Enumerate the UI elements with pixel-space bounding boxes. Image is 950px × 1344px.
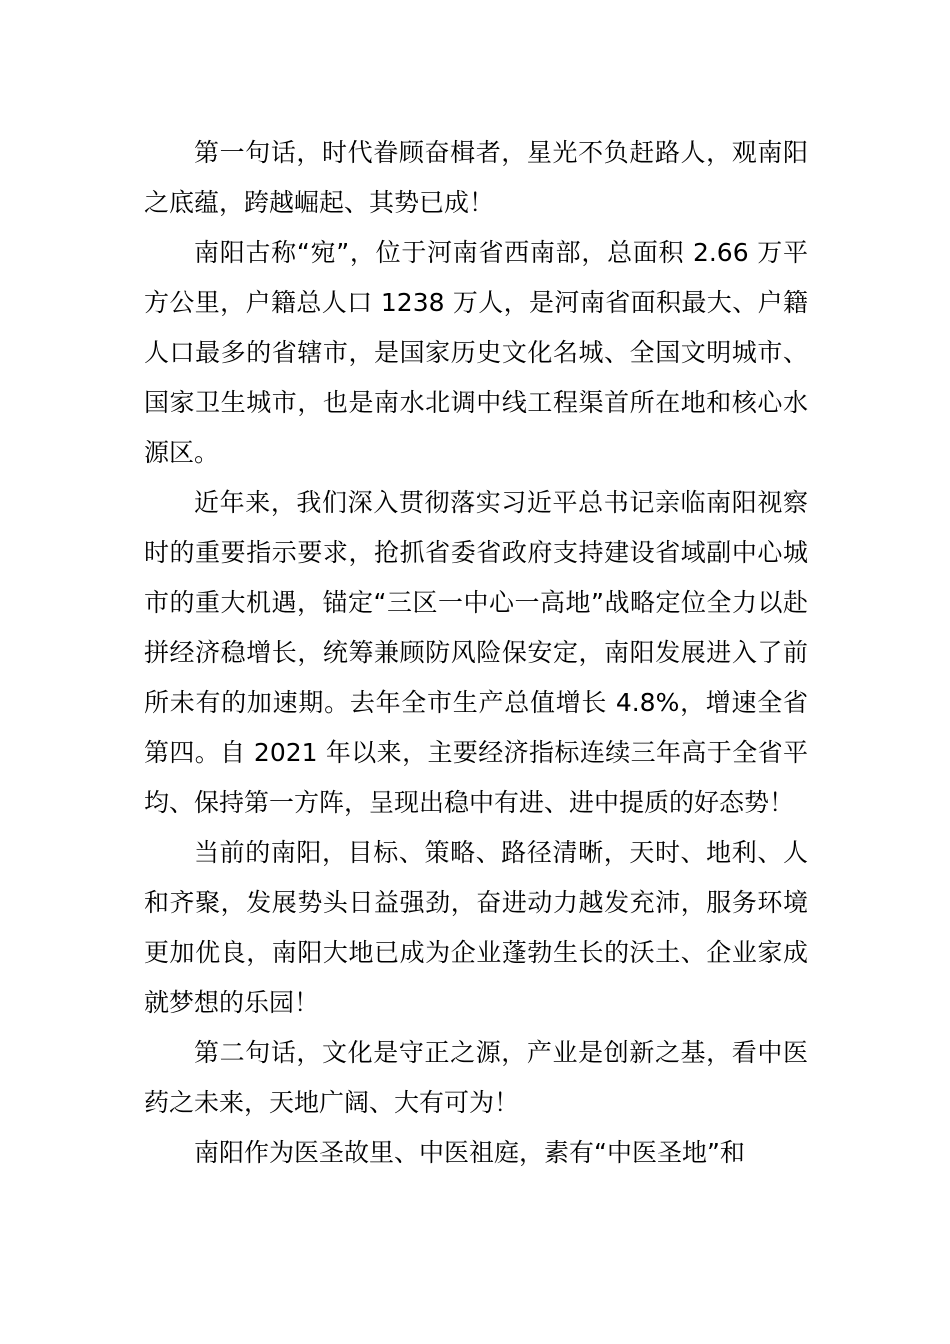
paragraph-5: 第二句话，文化是守正之源，产业是创新之基，看中医药之未来，天地广阔、大有可为！ [144, 1038, 808, 1117]
paragraph-3: 近年来，我们深入贯彻落实习近平总书记亲临南阳视察时的重要指示要求，抢抓省委省政府支持建设省域副中心城市的重大机遇，锚定“三区一中心一高地”战略定位全力以赴拼经济稳增长，统筹兼顾防风险保安定，南阳发展进入了前所未有的加速期。去年全市生产总值增长 4.8%，增速全省第四。自 2021 年以来，主要经济指标连续三年高于全省平均、保持第一方阵，呈现出稳中有进、进中提质的好态势！ [144, 488, 808, 817]
paragraph-2: 南阳古称“宛”，位于河南省西南部，总面积 2.66 万平方公里，户籍总人口 1238 万人，是河南省面积最大、户籍人口最多的省辖市，是国家历史文化名城、全国文明城市、国家卫生城市，也是南水北调中线工程渠首所在地和核心水源区。 [144, 238, 808, 467]
document-body [144, 128, 808, 1178]
paragraph-6: 南阳作为医圣故里、中医祖庭，素有“中医圣地”和 [194, 1138, 745, 1167]
paragraph-1: 第一句话，时代眷顾奋楫者，星光不负赶路人，观南阳之底蕴，跨越崛起、其势已成！ [144, 138, 808, 217]
paragraph-4: 当前的南阳，目标、策略、路径清晰，天时、地利、人和齐聚，发展势头日益强劲，奋进动力越发充沛，服务环境更加优良，南阳大地已成为企业蓬勃生长的沃土、企业家成就梦想的乐园！ [144, 838, 808, 1017]
